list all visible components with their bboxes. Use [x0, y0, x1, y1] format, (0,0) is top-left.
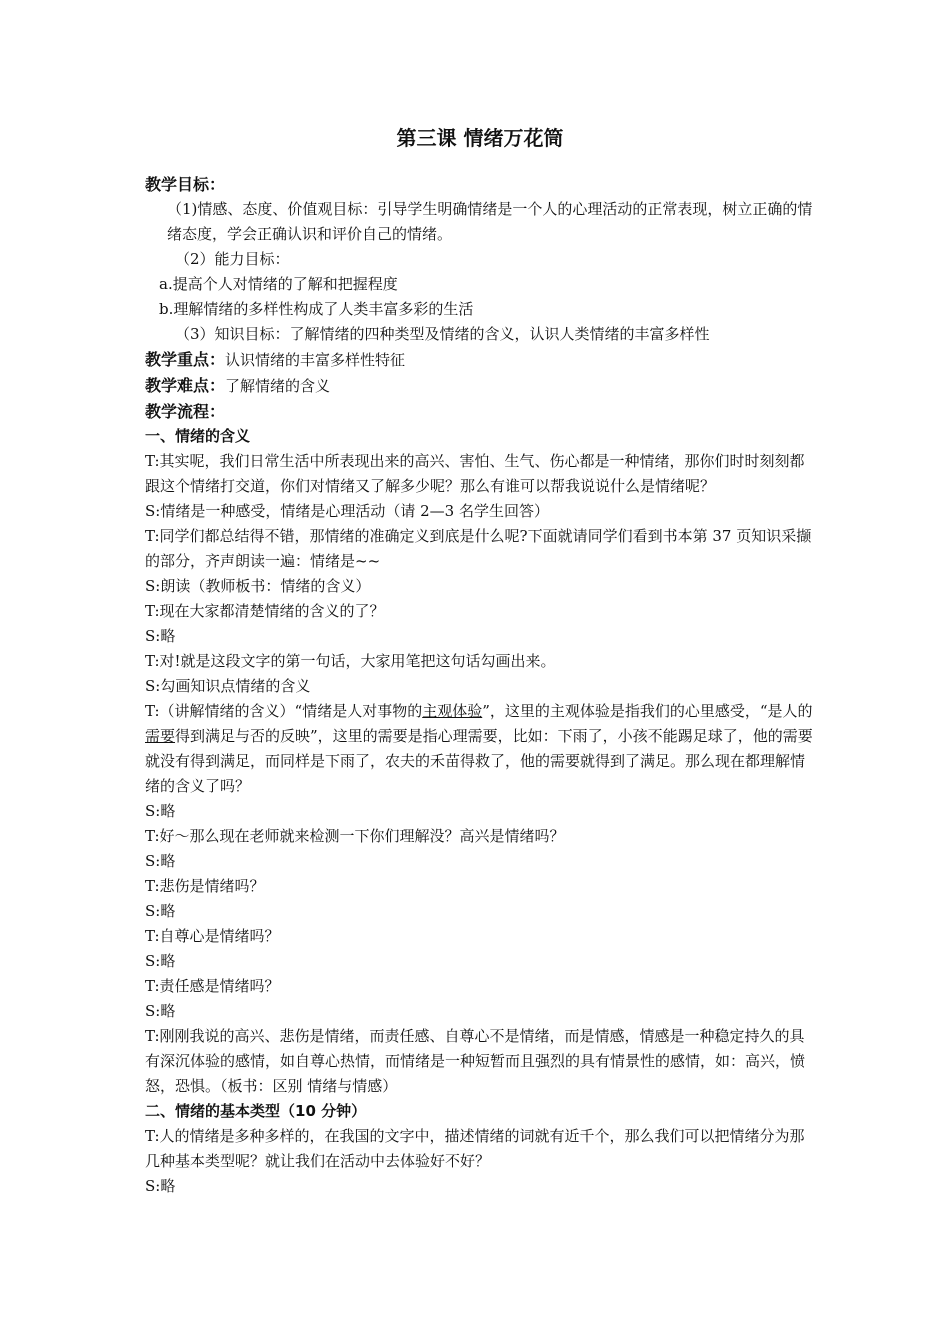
page-title: 第三课 情绪万花筒: [396, 126, 564, 150]
text-segment: T:（讲解情绪的含义）“情绪是人对事物的: [145, 702, 423, 720]
dialogue-line: T:刚刚我说的高兴、悲伤是情绪，而责任感、自尊心不是情绪，而是情感，情感是一种稳定持久的具有深沉体验的感情，如自尊心热情，而情绪是一种短暂而且强烈的具有情景性的感情，如：高兴，愤怒，恐惧。（板书：区别 情绪与情感）: [145, 1027, 806, 1095]
difficulty-label: 教学难点：: [145, 376, 226, 395]
dialogue-line: S:略: [145, 902, 176, 920]
goal-item-2: （2）能力目标：: [175, 250, 290, 268]
text-segment: ”，这里的主观体验是指我们的心里感受，“是人的: [482, 702, 813, 720]
document-body: [145, 118, 815, 1199]
dialogue-line: S:略: [145, 1177, 176, 1195]
dialogue-line: T:责任感是情绪吗？: [145, 977, 280, 995]
dialogue-line: S:略: [145, 627, 176, 645]
underlined-term-need: 需要: [145, 727, 176, 745]
dialogue-line: T:好～那么现在老师就来检测一下你们理解没？高兴是情绪吗？: [145, 827, 565, 845]
goals-heading: 教学目标：: [145, 175, 226, 194]
dialogue-line: T:其实呢，我们日常生活中所表现出来的高兴、害怕、生气、伤心都是一种情绪，那你们时时刻刻都跟这个情绪打交道，你们对情绪又了解多少呢？那么有谁可以帮我说说什么是情绪呢？: [145, 452, 805, 495]
goal-item-3: （3）知识目标：了解情绪的四种类型及情绪的含义，认识人类情绪的丰富多样性: [175, 325, 710, 343]
goal-item-1: （1)情感、态度、价值观目标：引导学生明确情绪是一个人的心理活动的正常表现，树立正确的情绪态度，学会正确认识和评价自己的情绪。: [167, 200, 813, 243]
section-1-heading: 一、情绪的含义: [145, 427, 251, 445]
underlined-term-subjective-experience: 主观体验: [422, 702, 483, 720]
dialogue-line: S:略: [145, 802, 176, 820]
goal-item-2a: a.提高个人对情绪的了解和把握程度: [159, 275, 398, 293]
goal-item-2b: b.理解情绪的多样性构成了人类丰富多彩的生活: [159, 300, 474, 318]
dialogue-line-explanation: [145, 699, 815, 799]
dialogue-line: S:略: [145, 952, 176, 970]
dialogue-line: T:自尊心是情绪吗？: [145, 927, 280, 945]
dialogue-line: T:人的情绪是多种多样的，在我国的文字中，描述情绪的词就有近千个，那么我们可以把情绪分为那几种基本类型呢？就让我们在活动中去体验好不好？: [145, 1127, 805, 1170]
dialogue-line: S:朗读（教师板书：情绪的含义）: [145, 577, 371, 595]
dialogue-line: T:悲伤是情绪吗？: [145, 877, 265, 895]
dialogue-line: S:勾画知识点情绪的含义: [145, 677, 311, 695]
difficulty-text: 了解情绪的含义: [225, 377, 331, 395]
flow-heading: 教学流程：: [145, 402, 226, 421]
dialogue-line: T:对!就是这段文字的第一句话，大家用笔把这句话勾画出来。: [145, 652, 556, 670]
dialogue-line: S:略: [145, 1002, 176, 1020]
dialogue-line: T:现在大家都清楚情绪的含义的了？: [145, 602, 385, 620]
dialogue-line: S:情绪是一种感受，情绪是心理活动（请 2—3 名学生回答）: [145, 502, 549, 520]
key-point-label: 教学重点：: [145, 350, 226, 369]
key-point: [145, 347, 815, 373]
text-segment: 得到满足与否的反映”，这里的需要是指心理需要，比如：下雨了，小孩不能踢足球了，他的需要就没有得到满足，而同样是下雨了，农夫的禾苗得救了，他的需要就得到了满足。那么现在都理解情绪的含义了吗？: [145, 727, 813, 795]
dialogue-line: S:略: [145, 852, 176, 870]
dialogue-line: T:同学们都总结得不错，那情绪的准确定义到底是什么呢?下面就请同学们看到书本第 37 页知识采撷的部分，齐声朗读一遍：情绪是~~: [145, 527, 812, 570]
key-point-text: 认识情绪的丰富多样性特征: [225, 351, 406, 369]
difficulty: [145, 373, 815, 399]
section-2-heading: 二、情绪的基本类型（10 分钟）: [145, 1102, 367, 1120]
